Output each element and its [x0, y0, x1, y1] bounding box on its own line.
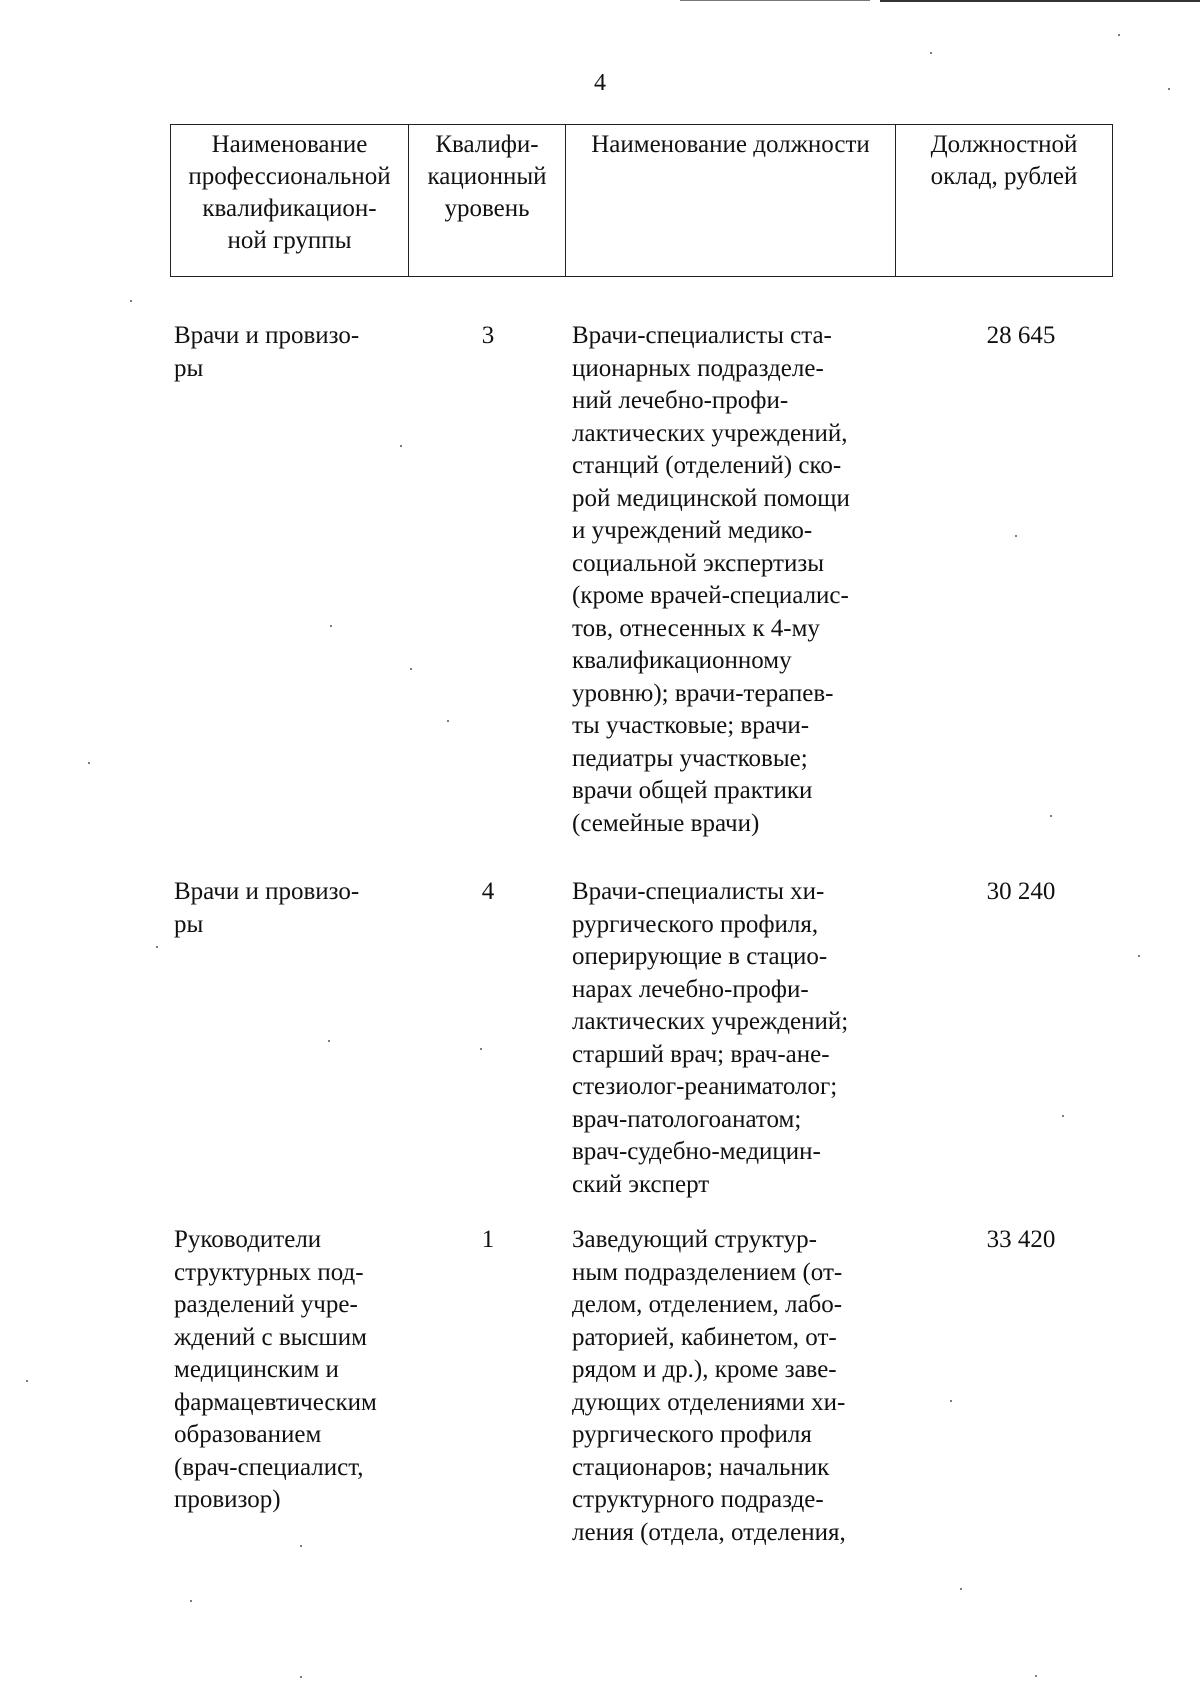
scan-speck: [190, 1600, 192, 1602]
position-line: социальной экспертизы: [572, 549, 825, 577]
scan-speck: [1035, 1675, 1037, 1677]
position-line: врач-патологоанатом;: [572, 1105, 802, 1133]
scan-speck: [1050, 815, 1052, 817]
position-line: стезиолог-реаниматолог;: [572, 1073, 838, 1100]
position-line: врач-судебно-медицин-: [572, 1138, 821, 1165]
level-cell: 3: [481, 322, 495, 349]
position-cell: [572, 1224, 892, 1549]
position-line: ты участковые; врачи-: [572, 712, 810, 739]
scan-speck: [960, 1588, 962, 1590]
top-rule-faint: [680, 0, 870, 1]
header-position-line: Наименование должности: [591, 131, 870, 158]
scan-speck: [26, 1380, 28, 1382]
scan-speck: [950, 1400, 952, 1402]
scan-speck: [1118, 34, 1120, 36]
header-group-line: Наименование: [211, 131, 368, 158]
header-position-cell: [566, 125, 896, 277]
table-header: [170, 124, 1113, 277]
header-level-line: Квалифи-: [435, 131, 539, 158]
header-salary-line: оклад, рублей: [930, 163, 1078, 190]
position-line: раторией, кабинетом, от-: [572, 1323, 837, 1351]
position-line: и учреждений медико-: [572, 517, 813, 544]
group-line: (врач-специалист,: [174, 1453, 364, 1481]
group-cell: [174, 320, 407, 385]
scan-speck: [930, 52, 932, 54]
position-cell: [572, 320, 892, 840]
position-line: лактических учреждений,: [572, 419, 848, 447]
header-level-line: кационный: [427, 163, 547, 190]
position-line: нарах лечебно-профи-: [572, 975, 809, 1003]
scan-speck: [447, 720, 449, 722]
position-line: стационаров; начальник: [572, 1453, 830, 1481]
position-line: ский эксперт: [572, 1170, 710, 1198]
position-line: лактических учреждений;: [572, 1008, 849, 1035]
group-line: структурных под-: [174, 1258, 364, 1286]
page-number: 4: [594, 70, 606, 96]
position-line: рургического профиля,: [572, 910, 819, 938]
header-group-cell: [171, 125, 409, 277]
table-row: [170, 1224, 1112, 1554]
header-level-cell: [409, 125, 566, 277]
table-row: [170, 320, 1112, 845]
position-line: ным подразделением (от-: [572, 1258, 843, 1286]
position-line: квалификационному: [572, 647, 792, 674]
salary-cell: 33 420: [986, 1226, 1056, 1253]
scan-speck: [1062, 1115, 1064, 1117]
group-line: Врачи и провизо-: [174, 322, 360, 349]
position-line: делом, отделением, лабо-: [572, 1291, 843, 1318]
scan-speck: [1168, 88, 1170, 90]
group-line: разделений учре-: [174, 1291, 358, 1318]
scan-speck: [88, 762, 90, 764]
group-line: Руководители: [174, 1226, 322, 1253]
header-salary-line: Должностной: [930, 131, 1078, 158]
group-line: фармацевтическим: [174, 1388, 377, 1416]
position-line: (кроме врачей-специалис-: [572, 582, 849, 609]
scan-speck: [480, 1048, 482, 1050]
group-line: ры: [174, 910, 204, 938]
position-line: рургического профиля: [572, 1421, 812, 1448]
group-line: образованием: [174, 1421, 322, 1448]
group-cell: [174, 876, 407, 941]
header-group-line: профессиональной: [188, 163, 391, 190]
top-rule: [880, 0, 1200, 2]
group-line: провизор): [174, 1486, 281, 1513]
position-line: уровню); врачи-терапев-: [572, 679, 834, 707]
position-line: тов, отнесенных к 4-му: [572, 614, 820, 642]
position-line: педиатры участковые;: [572, 744, 808, 772]
scan-speck: [300, 1676, 302, 1678]
header-group-line: квалификацион-: [202, 195, 377, 222]
level-cell: 4: [481, 878, 495, 905]
position-line: станций (отделений) ско-: [572, 452, 842, 479]
position-line: рой медицинской помощи: [572, 484, 850, 512]
scan-speck: [156, 946, 158, 948]
scan-speck: [410, 668, 412, 670]
scan-speck: [1138, 955, 1140, 957]
position-line: ний лечебно-профи-: [572, 387, 789, 414]
group-line: ждений с высшим: [174, 1323, 367, 1351]
position-cell: [572, 876, 892, 1201]
position-line: дующих отделениями хи-: [572, 1388, 846, 1416]
scan-speck: [1015, 535, 1017, 537]
position-line: Заведующий структур-: [572, 1226, 817, 1253]
position-line: оперирующие в стацио-: [572, 943, 828, 970]
position-line: Врачи-специалисты хи-: [572, 878, 825, 905]
scan-speck: [300, 1545, 302, 1547]
header-level-line: уровень: [444, 195, 530, 222]
group-line: медицинским и: [174, 1356, 339, 1383]
scan-speck: [130, 300, 132, 302]
position-line: структурного подразде-: [572, 1486, 824, 1513]
scan-speck: [330, 625, 332, 627]
table-row: [170, 876, 1112, 1206]
group-line: ры: [174, 354, 204, 382]
position-line: (семейные врачи): [572, 809, 760, 837]
salary-cell: 30 240: [986, 878, 1056, 905]
position-line: ционарных подразделе-: [572, 354, 824, 382]
position-line: рядом и др.), кроме заве-: [572, 1356, 837, 1383]
group-cell: [174, 1224, 407, 1517]
scan-speck: [328, 1040, 330, 1042]
position-line: врачи общей практики: [572, 777, 813, 804]
position-line: ления (отдела, отделения,: [572, 1518, 846, 1546]
header-group-line: ной группы: [227, 227, 352, 254]
position-line: старший врач; врач-ане-: [572, 1040, 830, 1068]
scan-speck: [400, 445, 402, 447]
position-line: Врачи-специалисты ста-: [572, 322, 832, 349]
header-salary-cell: [896, 125, 1113, 277]
salary-cell: 28 645: [986, 322, 1056, 349]
group-line: Врачи и провизо-: [174, 878, 360, 905]
level-cell: 1: [481, 1226, 495, 1253]
